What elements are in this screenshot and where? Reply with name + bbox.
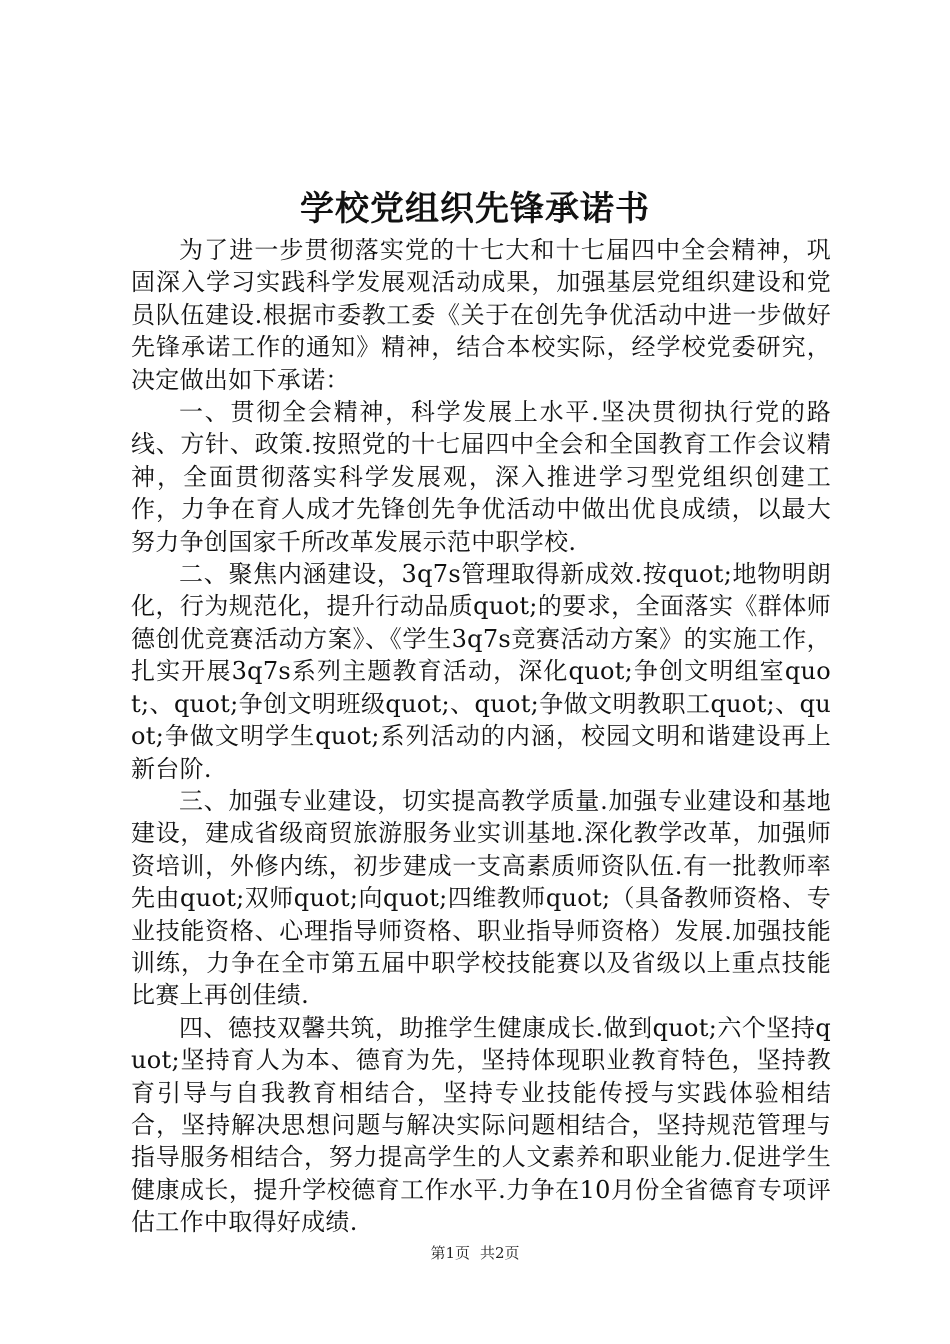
intro-paragraph: 为了进一步贯彻落实党的十七大和十七届四中全会精神，巩固深入学习实践科学发展观活动成果，加强基层党组织建设和党员队伍建设.根据市委教工委《关于在创先争优活动中进一步做好先锋承诺工作的通知》精神，结合本校实际，经学校党委研究，决定做出如下承诺： (131, 236, 831, 394)
document-body (131, 234, 831, 1239)
page-number: 第1页 (430, 1244, 470, 1262)
commitment-paragraph-2: 二、聚焦内涵建设，3q7s管理取得新成效.按quot;地物明朗化，行为规范化，提升行动品质quot;的要求，全面落实《群体师德创优竞赛活动方案》、《学生3q7s竞赛活动方案》的实施工作，扎实开展3q7s系列主题教育活动，深化quot;争创文明组室quot;、quot;争创文明班级quot;、quot;争做文明教职工quot;、quot;争做文明学生quot;系列活动的内涵，校园文明和谐建设再上新台阶. (131, 560, 831, 783)
page-total: 共2页 (480, 1244, 520, 1262)
commitment-paragraph-1: 一、贯彻全会精神，科学发展上水平.坚决贯彻执行党的路线、方针、政策.按照党的十七届四中全会和全国教育工作会议精神，全面贯彻落实科学发展观，深入推进学习型党组织创建工作，力争在育人成才先锋创先争优活动中做出优良成绩，以最大努力争创国家千所改革发展示范中职学校. (131, 398, 831, 556)
commitment-paragraph-4: 四、德技双馨共筑，助推学生健康成长.做到quot;六个坚持quot;坚持育人为本、德育为先，坚持体现职业教育特色，坚持教育引导与自我教育相结合，坚持专业技能传授与实践体验相结合，坚持解决思想问题与解决实际问题相结合，坚持规范管理与指导服务相结合，努力提高学生的人文素养和职业能力.促进学生健康成长，提升学校德育工作水平.力争在10月份全省德育专项评估工作中取得好成绩. (131, 1013, 831, 1237)
commitment-paragraph-3: 三、加强专业建设，切实提高教学质量.加强专业建设和基地建设，建成省级商贸旅游服务业实训基地.深化教学改革，加强师资培训，外修内练，初步建成一支高素质师资队伍.有一批教师率先由quot;双师quot;向quot;四维教师quot;（具备教师资格、专业技能资格、心理指导师资格、职业指导师资格）发展.加强技能训练，力争在全市第五届中职学校技能赛以及省级以上重点技能比赛上再创佳绩. (131, 786, 831, 1010)
page-footer (0, 1243, 950, 1263)
document-title: 学校党组织先锋承诺书 (300, 189, 650, 229)
